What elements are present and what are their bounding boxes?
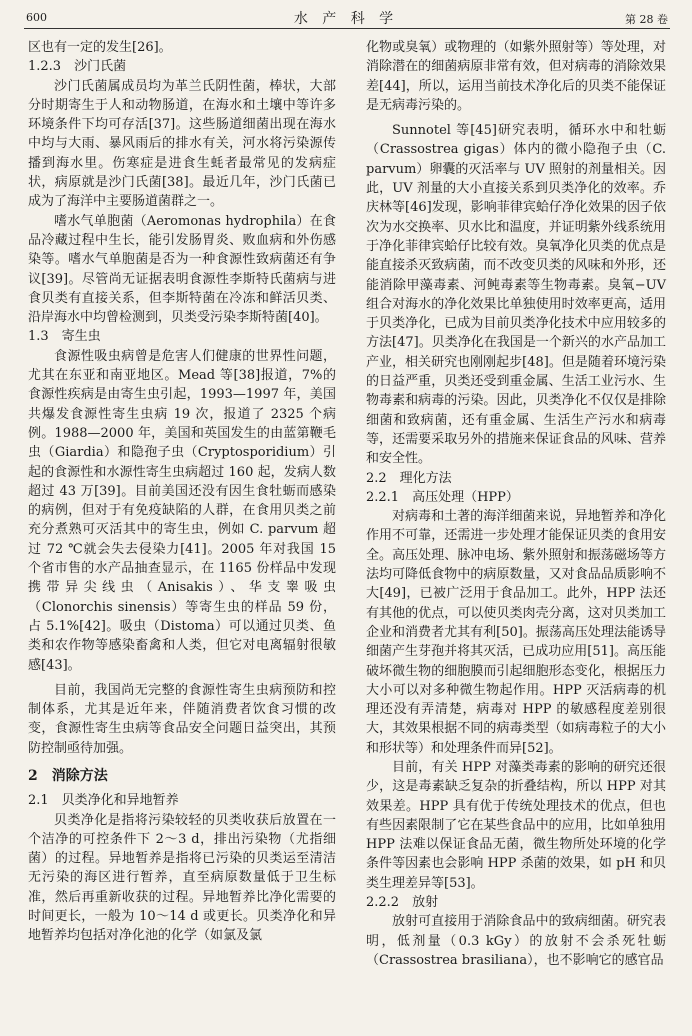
right-column (366, 38, 666, 970)
paragraph: 放射可直接用于消除食品中的致病细菌。研究表明，低剂量（0.3 kGy）的放射不会杀死牡蛎（Crassostrea brasiliana），也不影响它的感官品 (366, 914, 666, 968)
paragraph: 目前，有关 HPP 对藻类毒素的影响的研究还很少，这是毒素缺乏复杂的折叠结构，所以 HPP 对其效果差。HPP 具有优于传统处理技术的优点，但也有些因素限制了它在某些食品中的应用，比如单独用 HPP 法难以保证食品无菌，微生物所处环境的化学条件等因素也会影响 HPP 杀菌的效果，如 pH 和贝类生理差异等[53]。 (366, 759, 666, 891)
paragraph: 食源性吸虫病曾是危害人们健康的世界性问题，尤其在东亚和南亚地区。Mead 等[38]报道，7%的食源性疾病是由寄生虫引起，1993—1997 年，美国共爆发食源性寄生虫病 19 次，报道了 2325 个病例。1988—2000 年，美国和英国发生的由蓝第鞭毛虫（Giardia）和隐孢子虫（Cryptosporidium）引起的食源性和水源性寄生虫病超过 160 起，发病人数超过 43 万[39]。目前美国还没有因生食牡蛎而感染的病例，但对于有免疫缺陷的人群，在食用贝类之前充分煮熟可灭活其中的寄生虫，例如 C. parvum 超过 72 ℃就会失去侵染力[41]。2005 年对我国 15 个省市售的水产品抽查显示，在 1165 份样品中发现携带异尖线虫（Anisakis）、华支睾吸虫（Clonorchis sinensis）等寄生虫的样品 59 份，占 5.1%[42]。吸虫（Distoma）可以通过贝类、鱼类和农作物等感染畜禽和人类，但它对电离辐射很敏感[43]。 (28, 348, 336, 673)
section-heading-1-2-3: 1.2.3 沙门氏菌 (28, 59, 127, 75)
section-heading-2-2: 2.2 理化方法 (366, 470, 452, 486)
paragraph: Sunnotel 等[45]研究表明，循环水中和牡蛎（Crassostrea gigas）体内的微小隐孢子虫（C. parvum）卵囊的灭活率与 UV 照射的剂量相关。因此，UV 剂量的大小直接关系到贝类净化的效率。乔庆林等[46]发现，影响菲律宾蛤仔净化效果的因子依次为水交换率、贝水比和温度，并证明紫外线系统用于净化菲律宾蛤仔比较有效。臭氧净化贝类的优点是能直接杀灭致病菌，而不改变贝类的风味和外形，还能消除甲藻毒素、河鲀毒素等生物毒素。臭氧−UV 组合对海水的净化效果比单独使用时效率更高，适用于贝类净化，已成为目前贝类净化技术中应用较多的方法[47]。贝类净化在我国是一个新兴的水产品加工产业，相关研究也刚刚起步[48]。但是随着环境污染的日益严重，贝类还受到重金属、生活工业污水、生物毒素和病毒的污染。因此，贝类净化不仅仅是排除细菌和致病菌，还有重金属、生活生产污水和病毒等，还需要采取另外的措施来保证食品的风味、营养和安全性。 (366, 123, 666, 467)
paragraph: 嗜水气单胞菌（Aeromonas hydrophila）在食品冷藏过程中生长，能引发肠胃炎、败血病和外伤感染等。嗜水气单胞菌是否为一种食源性致病菌还有争议[39]。尽管尚无证据表明食源性李斯特氏菌病与进食贝类有直接关系，但李斯特菌在冷冻和鲜活贝类、沿岸海水中均曾检测到，贝类受污染李斯特菌[40]。 (28, 213, 336, 326)
paragraph: 贝类净化是指将污染较轻的贝类收获后放置在一个洁净的可控条件下 2～3 d，排出污染物（尤指细菌）的过程。异地暂养是指将已污染的贝类运至清洁无污染的海区进行暂养，直至病原数量低于卫生标准，然后再重新收获的过程。异地暂养比净化需要的时间更长，一般为 10～14 d 或更长。贝类净化和异地暂养均包括对净化池的化学（如氯及氯 (28, 812, 336, 944)
left-column (28, 38, 336, 946)
volume-number: 第 28 卷 (625, 13, 668, 26)
paragraph: 区也有一定的发生[26]。 (28, 40, 172, 55)
section-heading-2: 2 消除方法 (28, 767, 108, 784)
paragraph: 目前，我国尚无完整的食源性寄生虫病预防和控制体系，尤其是近年来，伴随消费者饮食习惯的改变，食源性寄生虫病等食品安全问题日益突出，其预防控制亟待加强。 (28, 682, 336, 756)
section-heading-2-2-1: 2.2.1 高压处理（HPP） (366, 489, 519, 505)
paragraph: 化物或臭氧）或物理的（如紫外照射等）等处理，对消除潜在的细菌病原非常有效，但对病毒的消除效果差[44]，所以，运用当前技术净化后的贝类不能保证是无病毒污染的。 (366, 40, 666, 113)
section-heading-2-2-2: 2.2.2 放射 (366, 895, 439, 911)
page-number: 600 (26, 11, 47, 24)
section-heading-1-3: 1.3 寄生虫 (28, 329, 101, 345)
page-header (0, 0, 692, 30)
journal-title: 水 产 科 学 (293, 11, 399, 27)
section-heading-2-1: 2.1 贝类净化和异地暂养 (28, 793, 179, 809)
header-rule (24, 28, 670, 29)
paragraph: 对病毒和土著的海洋细菌来说，异地暂养和净化作用不可靠，还需进一步处理才能保证贝类的食用安全。高压处理、脉冲电场、紫外照射和振荡磁场等方法均可降低食物中的病原数量，又对食品品质影响不大[49]，已被广泛用于食品加工。此外，HPP 法还有其他的优点，可以使贝类肉壳分离，这对贝类加工企业和消费者尤其有利[50]。振荡高压处理法能诱导细菌产生芽孢并将其灭活，已成功应用[51]。高压能破坏微生物的细胞膜而引起细胞形态变化，根据压力大小可以对多种微生物起作用。HPP 灭活病毒的机理还没有弄清楚，病毒对 HPP 的敏感程度差别很大，其效果根据不同的病毒类型（如病毒粒子的大小和形状等）和处理条件而异[52]。 (366, 509, 666, 756)
paragraph: 沙门氏菌属成员均为革兰氏阴性菌，棒状，大部分时期寄生于人和动物肠道，在海水和土壤中等许多环境条件下均可存活[37]。这些肠道细菌出现在海水中均与大雨、暴风雨后的排水有关，河水将污染源传播到海水里。伤寒症是进食生蚝者最常见的发病症状，病原就是沙门氏菌[38]。最近几年，沙门氏菌已成为了海洋中主要肠道菌群之一。 (28, 78, 336, 210)
